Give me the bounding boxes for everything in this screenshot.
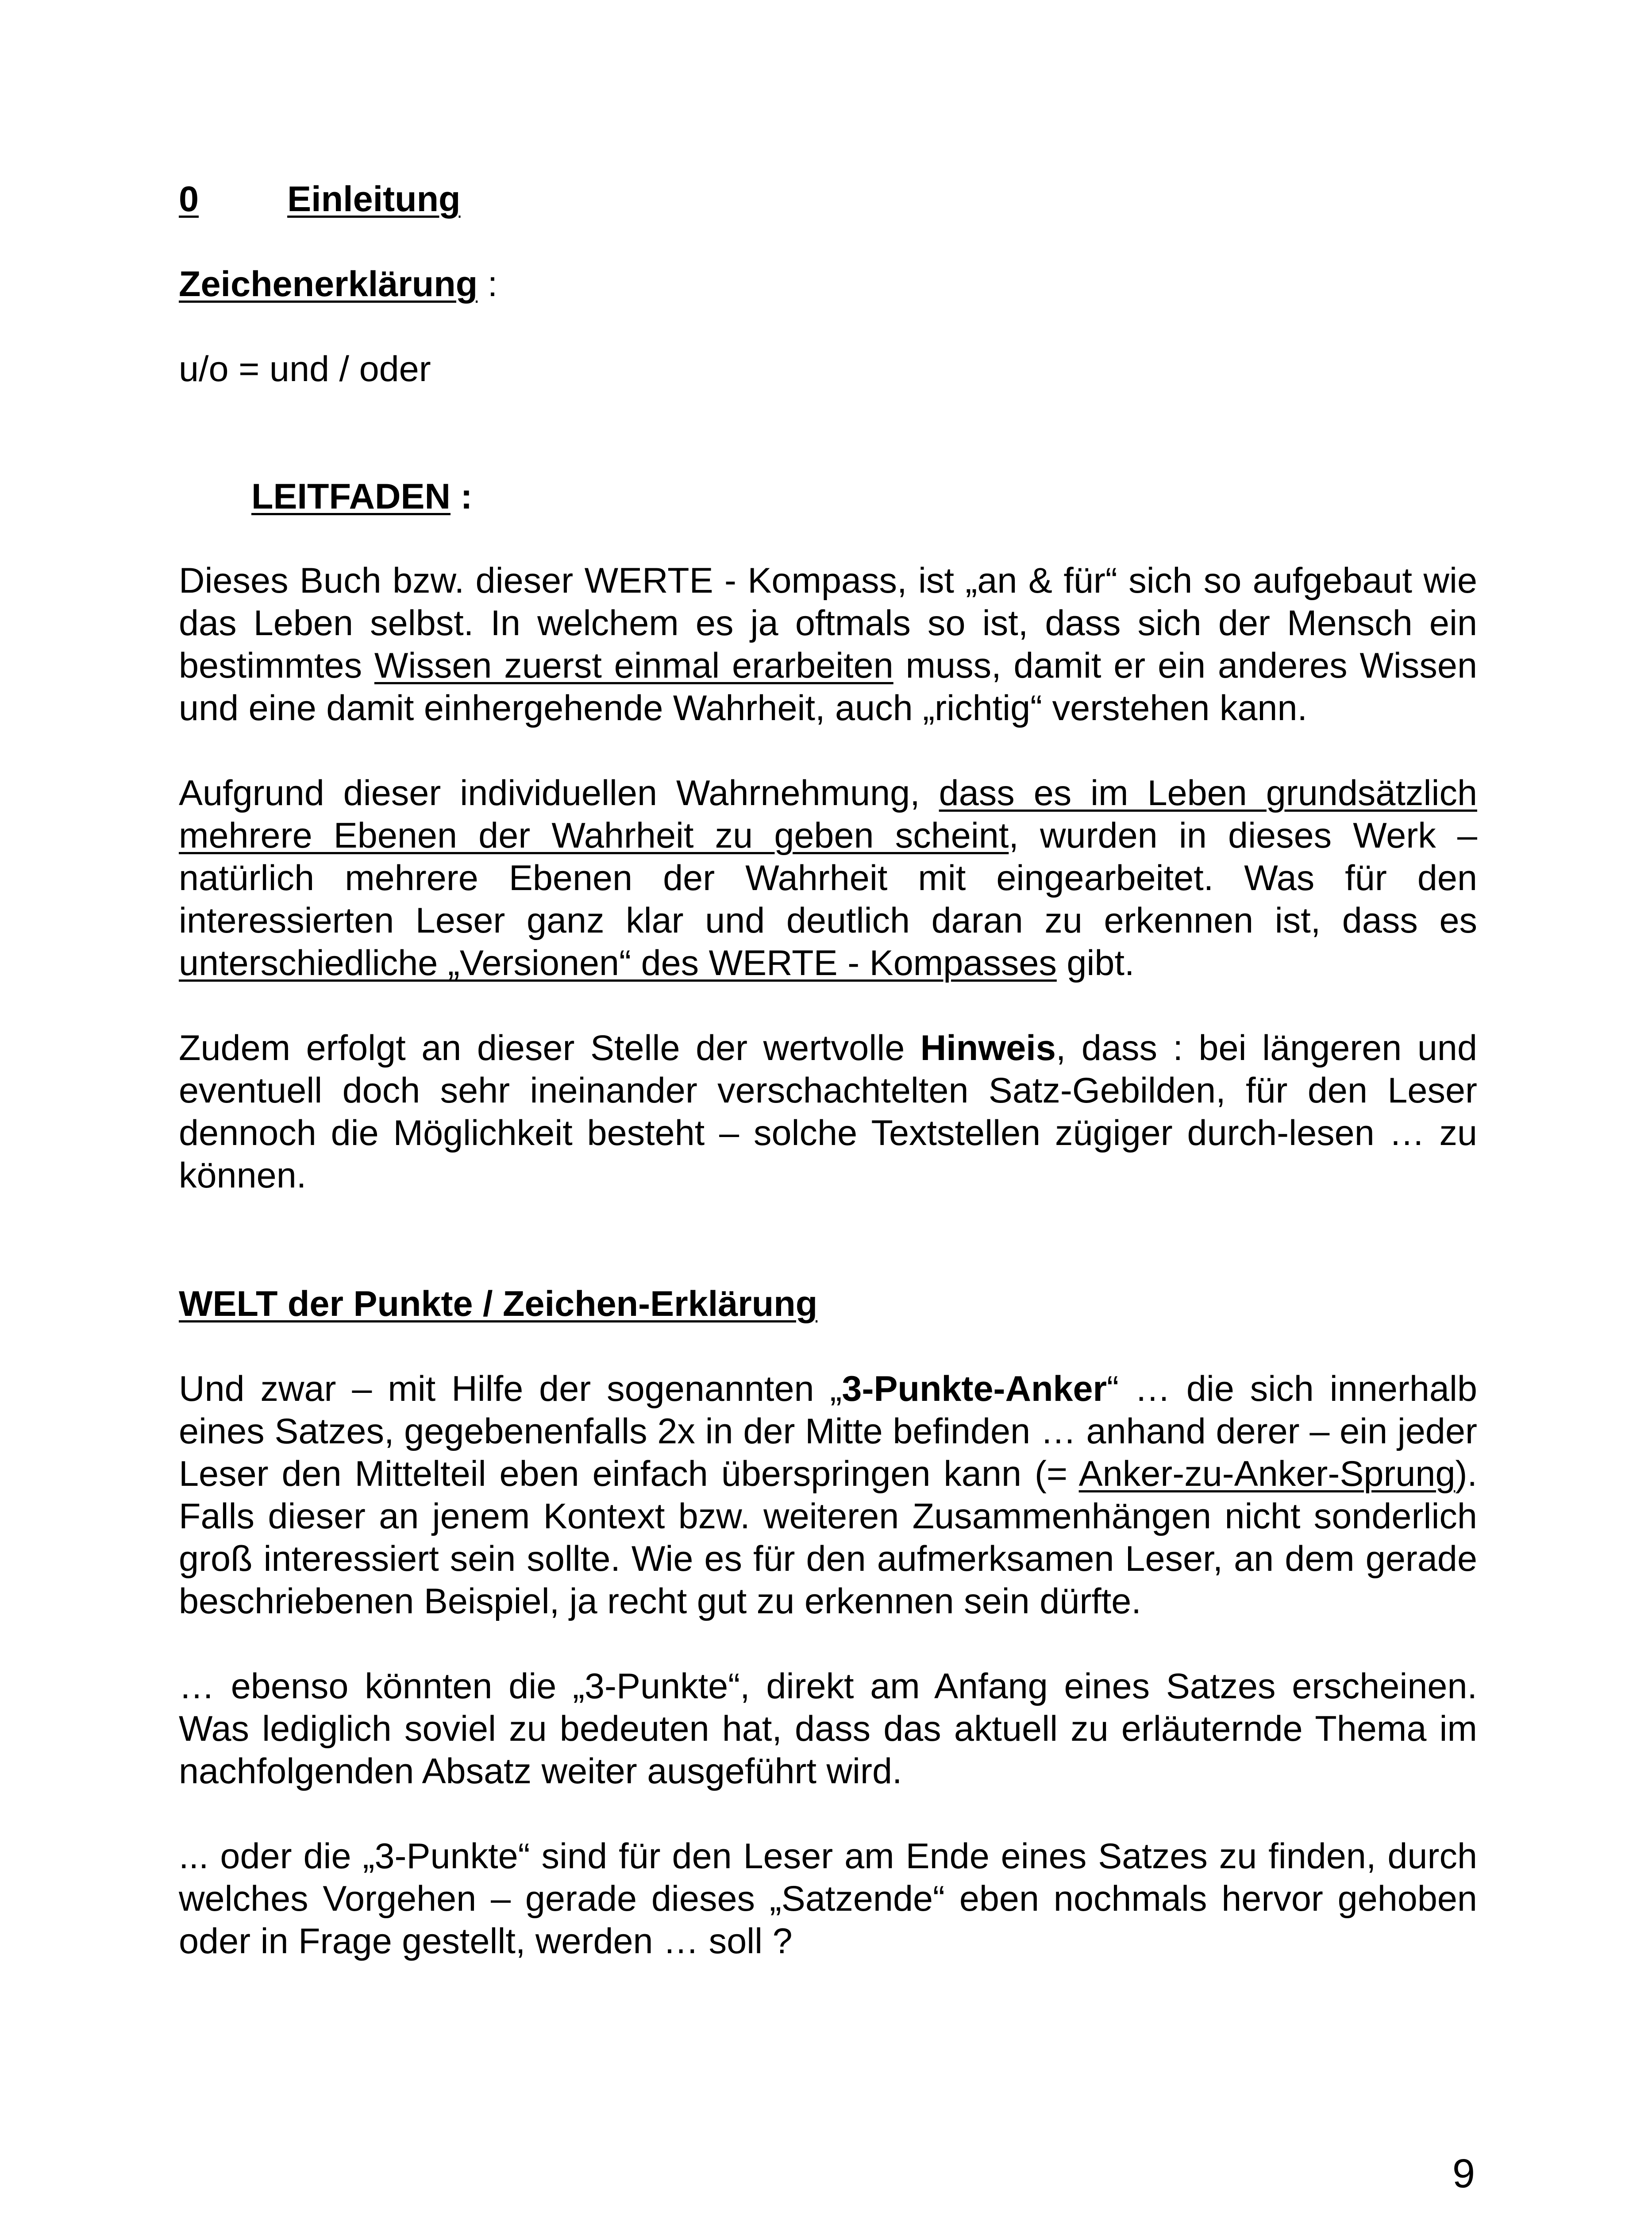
chapter-number: 0 bbox=[179, 179, 199, 219]
p4-bold-anker: 3-Punkte-Anker bbox=[842, 1369, 1107, 1409]
welt-heading: WELT der Punkte / Zeichen-Erklärung bbox=[179, 1284, 818, 1324]
p2-text-a: Aufgrund dieser individuellen Wahrnehmung, bbox=[179, 773, 939, 813]
p3-text-a: Zudem erfolgt an dieser Stelle der wertvolle bbox=[179, 1028, 920, 1068]
paragraph-3 bbox=[179, 1027, 1477, 1197]
page-number: 9 bbox=[1452, 2151, 1475, 2196]
leitfaden-heading bbox=[179, 475, 1477, 518]
p4-text-b: “ … die sich innerhalb eines Satzes, gegebenenfalls 2x in der Mitte befinden … anhand derer – ein jeder Leser den Mittelteil eben einfach überspringen kann (= bbox=[179, 1369, 1478, 1494]
paragraph-1 bbox=[179, 559, 1477, 729]
paragraph-5: … ebenso könnten die „3-Punkte“, direkt am Anfang eines Satzes erscheinen. Was lediglich soviel zu bedeuten hat, dass das aktuell zu erläuternde Thema im nachfolgenden Absatz weiter ausgeführt wird. bbox=[179, 1666, 1477, 1791]
p3-text-b: , dass : bei längeren und eventuell doch sehr ineinander verschachtelten Satz-Gebilden, für den Leser dennoch die Möglichkeit besteht – solche Textstellen zügiger durch-lesen … zu können. bbox=[179, 1028, 1478, 1195]
p4-text-a: Und zwar – mit Hilfe der sogenannten „ bbox=[179, 1369, 842, 1409]
chapter-title: Einleitung bbox=[287, 179, 461, 219]
legend-colon: : bbox=[478, 264, 498, 304]
legend-heading bbox=[179, 263, 1477, 305]
paragraph-2 bbox=[179, 772, 1477, 984]
paragraph-6: ... oder die „3-Punkte“ sind für den Leser am Ende eines Satzes zu finden, durch welches Vorgehen – gerade dieses „Satzende“ eben nochmals hervor gehoben oder in Frage gestellt, werden … soll ? bbox=[179, 1836, 1477, 1961]
p4-text-c: ). Falls dieser an jenem Kontext bzw. weiteren Zusammenhängen nicht sonderlich groß interessiert sein sollte. Wie es für den aufmerksamen Leser, an dem gerade beschriebenen Beispiel, ja recht gut zu erkennen sein dürfte. bbox=[179, 1454, 1477, 1621]
p2-text-c: gibt. bbox=[1056, 943, 1135, 983]
chapter-heading bbox=[179, 178, 1477, 220]
p3-bold-hinweis: Hinweis bbox=[920, 1028, 1056, 1068]
paragraph-4 bbox=[179, 1368, 1477, 1623]
p2-underlined-1: dass es im Leben grundsätzlich mehrere Ebenen der Wahrheit zu geben scheint bbox=[179, 773, 1477, 856]
legend-entry: u/o = und / oder bbox=[179, 349, 431, 389]
p1-underlined: Wissen zuerst einmal erarbeiten bbox=[374, 646, 893, 686]
leitfaden-label: LEITFADEN bbox=[251, 477, 451, 517]
p2-text-b: , wurden in dieses Werk – natürlich mehrere Ebenen der Wahrheit mit eingearbeitet. Was für den interessierten Leser ganz klar und deutlich daran zu erkennen ist, dass es bbox=[179, 816, 1478, 941]
p1-text-a: Dieses Buch bzw. dieser WERTE - Kompass, ist „an & für“ sich so aufgebaut wie das Leben selbst. In welchem es ja oftmals so ist, dass sich der Mensch ein bestimmtes bbox=[179, 561, 1477, 686]
leitfaden-colon: : bbox=[451, 477, 473, 517]
legend-title: Zeichenerklärung bbox=[179, 264, 478, 304]
p1-text-b: muss, damit er ein anderes Wissen und eine damit einhergehende Wahrheit, auch „richtig“ verstehen kann. bbox=[179, 646, 1478, 728]
p2-underlined-2: unterschiedliche „Versionen“ des WERTE - Kompasses bbox=[179, 943, 1057, 983]
p4-underlined: Anker-zu-Anker-Sprung bbox=[1078, 1454, 1456, 1494]
